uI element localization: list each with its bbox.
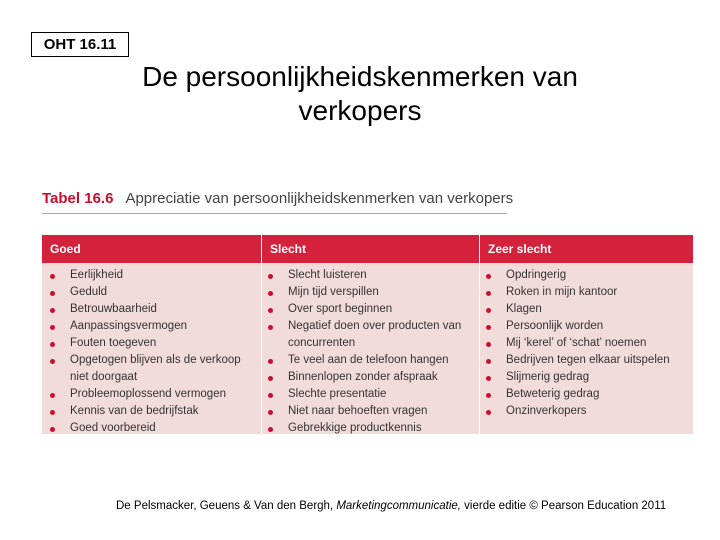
list-item: Opdringerig bbox=[482, 267, 670, 284]
list-item: Goed voorbereid bbox=[46, 420, 241, 437]
column-slecht bbox=[264, 267, 461, 437]
list-item: Te veel aan de telefoon hangen bbox=[264, 352, 461, 369]
list-item: Aanpassingsvermogen bbox=[46, 318, 241, 335]
list-item: Klagen bbox=[482, 301, 670, 318]
list-item: Slecht luisteren bbox=[264, 267, 461, 284]
list-item: Onzinverkopers bbox=[482, 403, 670, 420]
list-item: Slijmerig gedrag bbox=[482, 369, 670, 386]
footer-edition: vierde editie © Pearson Education 2011 bbox=[460, 500, 667, 512]
table-caption-text: Appreciatie van persoonlijkheidskenmerken van verkopers bbox=[125, 190, 514, 207]
list-item: Geduld bbox=[46, 284, 241, 301]
footer-citation bbox=[116, 500, 666, 512]
caption-divider bbox=[42, 213, 507, 214]
list-item: Persoonlijk worden bbox=[482, 318, 670, 335]
column-goed bbox=[46, 267, 241, 437]
slide-title: De persoonlijkheidskenmerken van verkopers bbox=[142, 61, 578, 126]
table-caption bbox=[42, 190, 692, 207]
list-item: Betweterig gedrag bbox=[482, 386, 670, 403]
list-item: Eerlijkheid bbox=[46, 267, 241, 284]
list-item: Niet naar behoeften vragen bbox=[264, 403, 461, 420]
header-slecht: Slecht bbox=[270, 242, 307, 256]
list-item: Negatief doen over producten van bbox=[264, 318, 461, 335]
list-item: Bedrijven tegen elkaar uitspelen bbox=[482, 352, 670, 369]
list-item: Gebrekkige productkennis bbox=[264, 420, 461, 437]
slide-number-label: OHT 16.11 bbox=[31, 32, 129, 57]
list-item: Roken in mijn kantoor bbox=[482, 284, 670, 301]
list-item-continuation: concurrenten bbox=[288, 337, 356, 349]
column-divider bbox=[261, 235, 262, 434]
traits-table bbox=[42, 235, 693, 434]
footer-book-title: Marketingcommunicatie, bbox=[336, 500, 461, 512]
list-item: Mij ‘kerel’ of ‘schat’ noemen bbox=[482, 335, 670, 352]
header-goed: Goed bbox=[50, 242, 81, 256]
list-item-continuation: niet doorgaat bbox=[70, 371, 138, 383]
footer-authors: De Pelsmacker, Geuens & Van den Bergh, bbox=[116, 500, 337, 512]
list-item: Slechte presentatie bbox=[264, 386, 461, 403]
list-item: Betrouwbaarheid bbox=[46, 301, 241, 318]
list-item: Kennis van de bedrijfstak bbox=[46, 403, 241, 420]
column-divider bbox=[479, 235, 480, 434]
list-item: Binnenlopen zonder afspraak bbox=[264, 369, 461, 386]
list-item: Fouten toegeven bbox=[46, 335, 241, 352]
list-item: Over sport beginnen bbox=[264, 301, 461, 318]
list-item: Mijn tijd verspillen bbox=[264, 284, 461, 301]
list-item: Opgetogen blijven als de verkoop bbox=[46, 352, 241, 369]
list-item: Probleemoplossend vermogen bbox=[46, 386, 241, 403]
header-zeer-slecht: Zeer slecht bbox=[488, 242, 552, 256]
table-header-row bbox=[42, 235, 693, 263]
table-number: Tabel 16.6 bbox=[42, 190, 114, 207]
column-zeer-slecht bbox=[482, 267, 670, 420]
